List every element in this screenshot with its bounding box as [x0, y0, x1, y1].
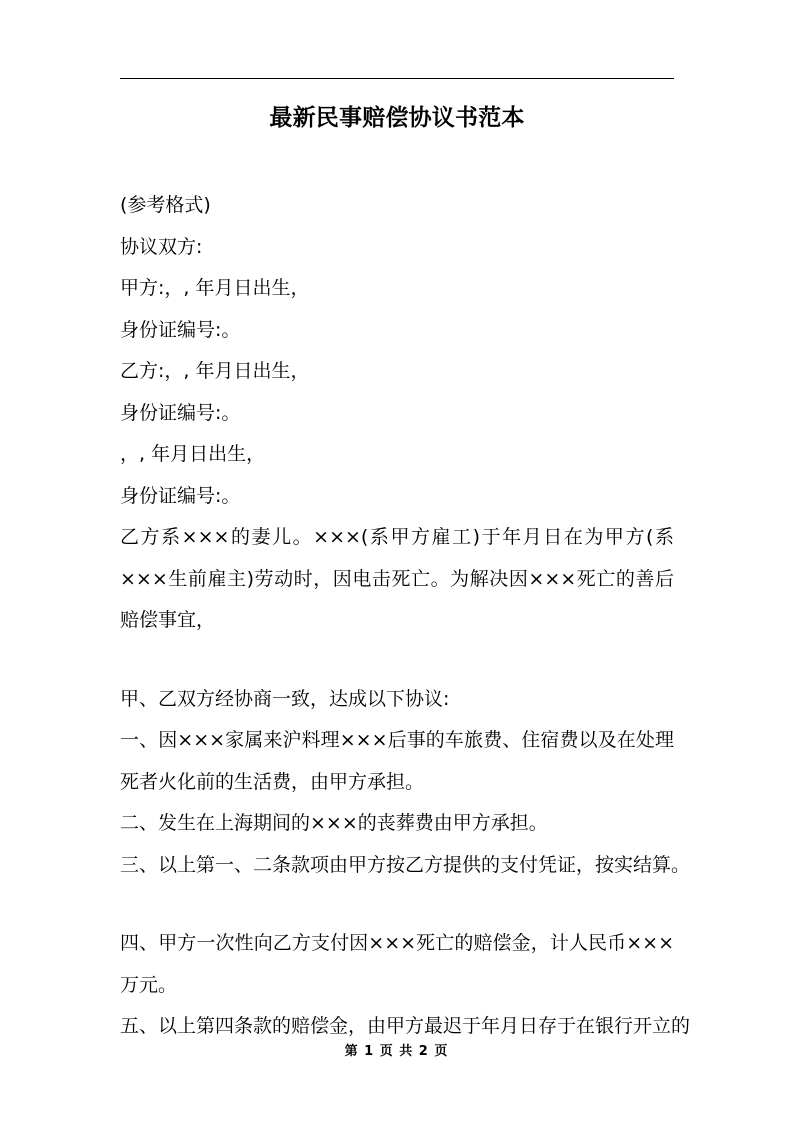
paragraph-parties-heading: 协议双方:: [120, 235, 203, 258]
document-title: 最新民事赔偿协议书范本: [269, 105, 525, 131]
paragraph-clause-2: 二、发生在上海期间的×××的丧葬费由甲方承担。: [120, 812, 548, 834]
paragraph-clause-1: 一、因×××家属来沪料理×××后事的车旅费、住宿费以及在处理死者火化前的生活费，由甲方承担。: [120, 729, 674, 793]
page-number-footer: 第 1 页 共 2 页: [344, 1044, 449, 1059]
paragraph-party-b: 乙方:，, 年月日出生，: [120, 360, 310, 382]
paragraph-party-a: 甲方:，, 年月日出生，: [120, 277, 310, 299]
paragraph-background: 乙方系×××的妻儿。×××(系甲方雇工)于年月日在为甲方(系×××生前雇主)劳动时，因电击死亡。为解决因×××死亡的善后赔偿事宜，: [120, 526, 674, 631]
paragraph-party-a-id: 身份证编号:。: [120, 318, 241, 341]
paragraph-party-b-member: ，, 年月日出生，: [120, 443, 266, 465]
paragraph-party-b-id: 身份证编号:。: [120, 401, 241, 424]
paragraph-party-b-member-id: 身份证编号:。: [120, 484, 241, 507]
paragraph-format-note: (参考格式): [120, 194, 211, 216]
paragraph-clause-5: 五、以上第四条款的赔偿金，由甲方最迟于年月日存于在银行开立的: [120, 1015, 691, 1037]
header-rule: [120, 78, 674, 79]
paragraph-clause-4: 四、甲方一次性向乙方支付因×××死亡的赔偿金，计人民币×××万元。: [120, 932, 674, 996]
paragraph-agreement-intro: 甲、乙双方经协商一致，达成以下协议:: [120, 687, 450, 710]
paragraph-clause-3: 三、以上第一、二条款项由甲方按乙方提供的支付凭证，按实结算。: [120, 853, 691, 876]
document-body: [120, 185, 691, 1048]
